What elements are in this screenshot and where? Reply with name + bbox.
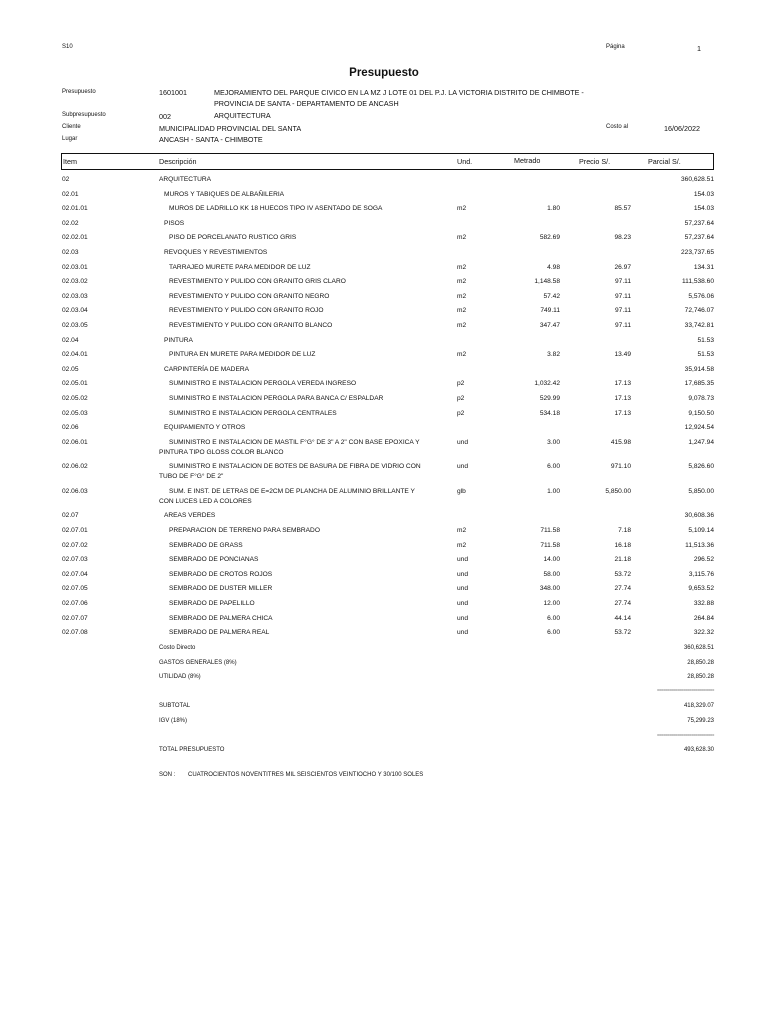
row-parcial: 111,538.60 <box>681 278 714 286</box>
row-description: MUROS DE LADRILLO KK 18 HUECOS TIPO IV ASENTADO DE SOGA <box>169 205 383 213</box>
page-label: Página <box>606 44 625 50</box>
row-item-code: 02.07.05 <box>62 585 88 593</box>
row-item-code: 02.07.07 <box>62 614 88 622</box>
row-parcial: 154.03 <box>693 205 714 213</box>
row-item-code: 02.07.04 <box>62 570 88 578</box>
row-parcial: 322.32 <box>693 629 714 637</box>
row-precio: 98.23 <box>614 234 631 242</box>
separator-2: ============================ <box>656 732 714 737</box>
col-descripcion: Descripción <box>159 157 197 166</box>
row-precio: 97.11 <box>614 322 631 329</box>
row-parcial: 9,653.52 <box>688 585 714 593</box>
row-item-code: 02.01 <box>62 190 79 198</box>
row-metrado: 14.00 <box>543 556 560 564</box>
row-metrado: 6.00 <box>547 629 560 637</box>
row-item-code: 02.06.02 <box>62 463 88 471</box>
row-unit: m2 <box>457 205 467 213</box>
col-metrado: Metrado <box>514 156 541 165</box>
presupuesto-name-line2: PROVINCIA DE SANTA - DEPARTAMENTO DE ANCASH <box>214 99 399 108</box>
row-parcial: 134.31 <box>693 263 714 271</box>
row-parcial: 30,608.36 <box>684 512 714 520</box>
row-precio: 5,850.00 <box>605 487 631 495</box>
row-unit: p2 <box>457 409 465 417</box>
row-unit: m2 <box>457 263 467 271</box>
costo-label: Costo al <box>606 124 629 130</box>
row-metrado: 582.69 <box>539 234 560 242</box>
row-metrado: 348.00 <box>539 585 560 593</box>
row-precio: 44.14 <box>614 614 631 622</box>
gastos-label: GASTOS GENERALES (8%) <box>159 660 237 666</box>
subpresupuesto-label: Subpresupuesto <box>62 112 106 118</box>
row-description: SEMBRADO DE PONCIANAS <box>169 556 259 564</box>
row-unit: und <box>457 585 469 593</box>
row-unit: m2 <box>457 541 467 549</box>
row-parcial: 9,150.50 <box>688 409 714 417</box>
row-parcial: 51.53 <box>697 351 714 359</box>
row-parcial: 5,109.14 <box>688 526 714 534</box>
costo-directo-value: 360,628.51 <box>683 645 714 651</box>
row-description: SEMBRADO DE PALMERA CHICA <box>169 614 273 622</box>
row-metrado: 1,032.42 <box>534 380 560 388</box>
row-parcial: 72,746.07 <box>684 307 714 315</box>
row-unit: und <box>457 463 469 471</box>
row-parcial: 360,628.51 <box>680 176 714 183</box>
row-unit: glb <box>457 487 466 495</box>
row-precio: 415.98 <box>610 438 631 446</box>
row-item-code: 02.05 <box>62 365 79 373</box>
row-parcial: 5,826.60 <box>688 463 714 471</box>
presupuesto-code: 1601001 <box>159 88 187 97</box>
row-precio: 85.57 <box>614 205 631 213</box>
row-unit: m2 <box>457 234 467 242</box>
row-parcial: 296.52 <box>693 556 714 564</box>
utilidad-label: UTILIDAD (8%) <box>159 674 201 680</box>
row-unit: p2 <box>457 380 465 388</box>
row-description: SUMINISTRO E INSTALACION PERGOLA VEREDA INGRESO <box>169 380 357 388</box>
page-number: 1 <box>697 44 701 53</box>
row-description: TARRAJEO MURETE PARA MEDIDOR DE LUZ <box>169 263 311 271</box>
presupuesto-label: Presupuesto <box>62 89 96 95</box>
row-item-code: 02.02.01 <box>62 234 88 242</box>
igv-label: IGV (18%) <box>159 718 188 724</box>
row-description-cont: CON LUCES LED A COLORES <box>159 497 252 505</box>
row-description: SUMINISTRO E INSTALACION PERGOLA CENTRALES <box>169 409 337 417</box>
separator-1: ============================ <box>656 687 714 692</box>
row-metrado: 1.80 <box>547 205 560 213</box>
row-description-cont: TUBO DE F°G° DE 2" <box>159 473 224 481</box>
cliente-value: MUNICIPALIDAD PROVINCIAL DEL SANTA <box>159 124 302 133</box>
row-description: SEMBRADO DE PAPELILLO <box>169 599 255 607</box>
row-description: PISOS <box>164 219 185 227</box>
son-label: SON : <box>159 772 176 778</box>
row-description: SUMINISTRO E INSTALACION DE BOTES DE BASURA DE FIBRA DE VIDRIO CON <box>169 463 421 471</box>
row-parcial: 9,078.73 <box>688 395 714 402</box>
row-description: PINTURA <box>164 336 193 344</box>
row-description: SEMBRADO DE PALMERA REAL <box>169 629 270 637</box>
row-description: REVESTIMIENTO Y PULIDO CON GRANITO GRIS CLARO <box>169 278 346 286</box>
row-item-code: 02.06 <box>62 424 79 432</box>
row-precio: 13.49 <box>614 351 631 359</box>
row-item-code: 02.04 <box>62 336 79 344</box>
row-item-code: 02.03 <box>62 249 79 256</box>
system-label: S10 <box>62 44 73 50</box>
row-metrado: 711.58 <box>540 526 560 534</box>
row-unit: und <box>457 614 469 622</box>
row-item-code: 02.05.02 <box>62 395 88 402</box>
row-item-code: 02.07.02 <box>62 541 88 549</box>
row-metrado: 6.00 <box>547 614 560 622</box>
row-precio: 21.18 <box>614 556 631 564</box>
row-description: REVESTIMIENTO Y PULIDO CON GRANITO BLANCO <box>169 322 333 329</box>
row-parcial: 57,237.64 <box>684 219 714 227</box>
row-parcial: 1,247.94 <box>688 438 714 446</box>
row-precio: 53.72 <box>614 570 631 578</box>
row-parcial: 35,914.58 <box>684 365 714 373</box>
presupuesto-name-line1: MEJORAMIENTO DEL PARQUE CIVICO EN LA MZ J LOTE 01 DEL P.J. LA VICTORIA DISTRITO DE CHIMBOTE - <box>214 88 584 97</box>
row-item-code: 02.07.03 <box>62 556 88 564</box>
total-value: 493,628.30 <box>683 747 714 753</box>
row-description: SEMBRADO DE GRASS <box>169 541 243 549</box>
row-unit: und <box>457 438 469 446</box>
row-metrado: 347.47 <box>539 322 560 329</box>
row-metrado: 529.99 <box>539 395 560 402</box>
row-precio: 26.97 <box>614 263 631 271</box>
row-metrado: 711.58 <box>540 541 560 549</box>
row-description: MUROS Y TABIQUES DE ALBAÑILERIA <box>164 190 285 198</box>
row-parcial: 264.84 <box>693 614 714 622</box>
total-label: TOTAL PRESUPUESTO <box>159 747 225 753</box>
row-item-code: 02.05.01 <box>62 380 88 388</box>
cliente-label: Cliente <box>62 124 81 130</box>
row-parcial: 33,742.81 <box>684 322 714 329</box>
lugar-value: ANCASH - SANTA - CHIMBOTE <box>159 135 263 144</box>
row-metrado: 3.00 <box>547 438 560 446</box>
col-item: Item <box>63 157 77 166</box>
row-item-code: 02.06.03 <box>62 487 88 495</box>
row-unit: und <box>457 570 469 578</box>
row-precio: 17.13 <box>614 380 631 388</box>
utilidad-value: 28,850.28 <box>687 674 714 680</box>
row-metrado: 6.00 <box>547 463 560 471</box>
row-parcial: 5,850.00 <box>688 487 714 495</box>
row-description: ARQUITECTURA <box>159 176 212 183</box>
row-description: PREPARACION DE TERRENO PARA SEMBRADO <box>169 526 320 534</box>
row-parcial: 12,924.54 <box>684 424 714 432</box>
row-unit: und <box>457 599 469 607</box>
row-item-code: 02.06.01 <box>62 438 88 446</box>
row-metrado: 58.00 <box>543 570 560 578</box>
row-description: SUM. E INST. DE LETRAS DE E=2CM DE PLANCHA DE ALUMINIO BRILLANTE Y <box>169 487 415 495</box>
row-precio: 97.11 <box>614 292 631 300</box>
row-metrado: 749.11 <box>540 307 560 315</box>
col-und: Und. <box>457 157 473 166</box>
row-parcial: 51.53 <box>697 336 714 344</box>
costo-date: 16/06/2022 <box>664 124 700 133</box>
row-item-code: 02.07.06 <box>62 599 88 607</box>
row-parcial: 57,237.64 <box>684 234 714 242</box>
row-unit: m2 <box>457 322 467 329</box>
row-item-code: 02.03.04 <box>62 307 88 315</box>
row-description: AREAS VERDES <box>164 512 216 520</box>
row-unit: m2 <box>457 307 467 315</box>
row-parcial: 223,737.65 <box>680 249 714 256</box>
row-metrado: 1.00 <box>547 487 560 495</box>
document-title: Presupuesto <box>349 67 419 79</box>
row-metrado: 12.00 <box>543 599 560 607</box>
row-description: PISO DE PORCELANATO RUSTICO GRIS <box>169 234 297 242</box>
row-unit: p2 <box>457 395 465 402</box>
row-description: REVESTIMIENTO Y PULIDO CON GRANITO ROJO <box>169 307 324 315</box>
row-description: REVOQUES Y REVESTIMIENTOS <box>164 249 268 256</box>
row-parcial: 154.03 <box>693 190 714 198</box>
row-description: SUMINISTRO E INSTALACION PERGOLA PARA BANCA C/ ESPALDAR <box>169 395 384 402</box>
row-item-code: 02.02 <box>62 219 79 227</box>
row-metrado: 4.98 <box>547 263 560 271</box>
row-item-code: 02.07.01 <box>62 526 88 534</box>
row-unit: m2 <box>457 351 467 359</box>
row-precio: 97.11 <box>614 278 631 286</box>
row-unit: m2 <box>457 526 467 534</box>
row-item-code: 02.07.08 <box>62 629 88 637</box>
row-unit: und <box>457 556 469 564</box>
row-item-code: 02.04.01 <box>62 351 88 359</box>
row-precio: 97.11 <box>614 307 631 315</box>
row-description: CARPINTERÍA DE MADERA <box>164 365 250 373</box>
row-item-code: 02.03.02 <box>62 278 88 286</box>
row-item-code: 02.03.01 <box>62 263 88 271</box>
subtotal-label: SUBTOTAL <box>159 703 191 709</box>
row-precio: 7.18 <box>618 526 631 534</box>
row-item-code: 02 <box>62 176 70 183</box>
row-parcial: 11,513.36 <box>685 541 714 549</box>
row-parcial: 5,576.06 <box>688 292 714 300</box>
row-precio: 27.74 <box>614 599 631 607</box>
col-parcial: Parcial S/. <box>648 157 681 166</box>
row-precio: 27.74 <box>614 585 631 593</box>
row-metrado: 3.82 <box>547 351 560 359</box>
row-metrado: 1,148.58 <box>534 278 560 286</box>
gastos-value: 28,850.28 <box>687 660 714 666</box>
row-precio: 17.13 <box>614 395 631 402</box>
son-text: CUATROCIENTOS NOVENTITRES MIL SEISCIENTOS VEINTIOCHO Y 30/100 SOLES <box>188 772 424 778</box>
row-precio: 53.72 <box>614 629 631 637</box>
subpresupuesto-code: 002 <box>159 112 171 121</box>
row-item-code: 02.07 <box>62 512 79 520</box>
row-description: REVESTIMIENTO Y PULIDO CON GRANITO NEGRO <box>169 292 330 300</box>
row-item-code: 02.01.01 <box>62 205 88 213</box>
row-description-cont: PINTURA TIPO GLOSS COLOR BLANCO <box>159 448 284 456</box>
col-precio: Precio S/. <box>579 157 611 166</box>
row-item-code: 02.03.03 <box>62 292 88 300</box>
row-description: SEMBRADO DE CROTOS ROJOS <box>169 570 273 578</box>
row-description: SUMINISTRO E INSTALACION DE MASTIL F°G° DE 3" A 2" CON BASE EPOXICA Y <box>169 438 420 446</box>
row-precio: 16.18 <box>614 541 631 549</box>
row-unit: m2 <box>457 278 467 286</box>
row-description: SEMBRADO DE DUSTER MILLER <box>169 585 273 593</box>
row-precio: 971.10 <box>610 463 631 471</box>
subtotal-value: 418,329.07 <box>683 703 714 709</box>
costo-directo-label: Costo Directo <box>159 645 196 651</box>
row-item-code: 02.05.03 <box>62 409 88 417</box>
igv-value: 75,299.23 <box>687 718 714 724</box>
row-parcial: 3,115.76 <box>688 570 714 578</box>
row-item-code: 02.03.05 <box>62 322 88 329</box>
row-unit: m2 <box>457 292 467 300</box>
row-parcial: 17,685.35 <box>684 380 714 388</box>
row-description: PINTURA EN MURETE PARA MEDIDOR DE LUZ <box>169 351 316 359</box>
lugar-label: Lugar <box>62 136 78 142</box>
row-metrado: 57.42 <box>543 292 560 300</box>
row-metrado: 534.18 <box>539 409 560 417</box>
row-description: EQUIPAMIENTO Y OTROS <box>164 424 246 432</box>
subpresupuesto-name: ARQUITECTURA <box>214 111 271 120</box>
row-precio: 17.13 <box>614 409 631 417</box>
row-unit: und <box>457 629 469 637</box>
row-parcial: 332.88 <box>693 599 714 607</box>
